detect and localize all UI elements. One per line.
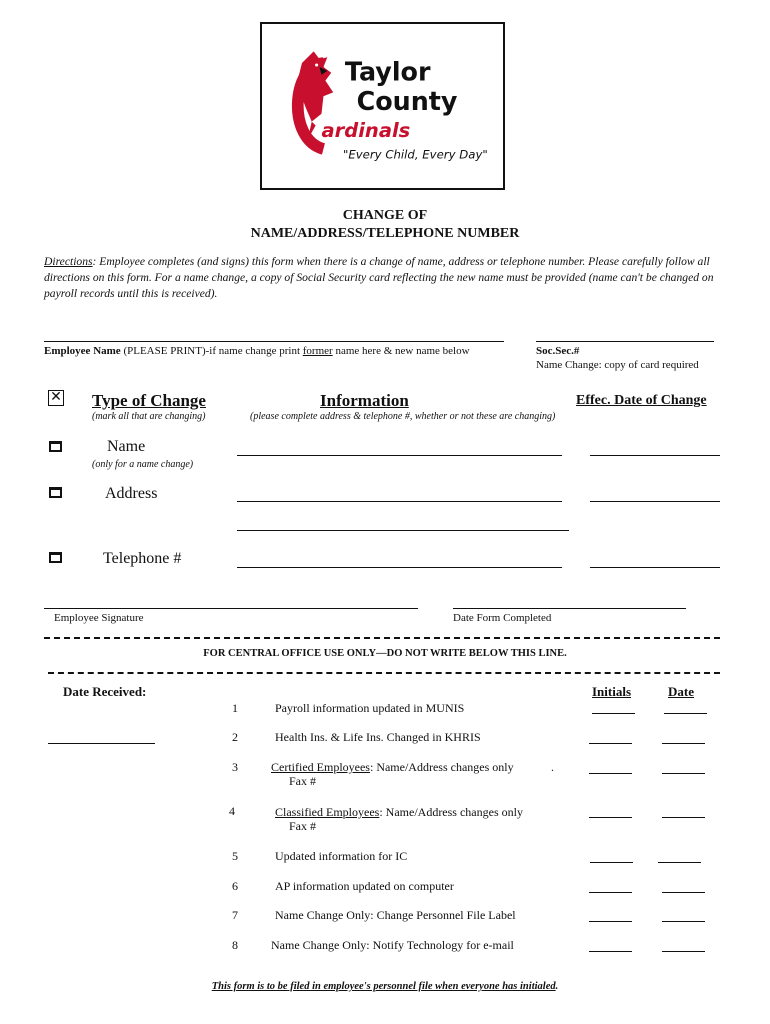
logo-line3: ardinals bbox=[321, 119, 411, 143]
divider-top bbox=[44, 637, 720, 639]
item-2-date-line[interactable] bbox=[662, 743, 705, 744]
item-1-number: 1 bbox=[232, 701, 238, 715]
address-info-line-2[interactable] bbox=[237, 530, 569, 531]
type-of-change-hint: (mark all that are changing) bbox=[92, 411, 206, 422]
address-date-line[interactable] bbox=[590, 501, 720, 502]
date-received-label: Date Received: bbox=[63, 684, 147, 699]
directions-label: Directions bbox=[44, 255, 93, 268]
employee-name-label: Employee Name (PLEASE PRINT)-if name change print former name here & new name below bbox=[44, 345, 470, 357]
item-5-text: Updated information for IC bbox=[275, 849, 408, 863]
type-of-change-header: Type of Change bbox=[92, 391, 206, 410]
item-8-initials-line[interactable] bbox=[589, 951, 632, 952]
item-2-initials-line[interactable] bbox=[589, 743, 632, 744]
item-6-date-line[interactable] bbox=[662, 892, 705, 893]
address-checkbox[interactable] bbox=[49, 487, 62, 498]
form-title-1: CHANGE OF bbox=[342, 208, 428, 223]
item-4-date-line[interactable] bbox=[662, 817, 705, 818]
item-5-date-line[interactable] bbox=[658, 862, 701, 863]
logo-line1: Taylor bbox=[344, 56, 431, 87]
item-3-number: 3 bbox=[232, 760, 238, 774]
address-info-line-1[interactable] bbox=[237, 501, 562, 502]
item-3-dot: . bbox=[551, 760, 554, 774]
ssn-line[interactable] bbox=[536, 341, 714, 342]
name-info-line[interactable] bbox=[237, 455, 562, 456]
item-3-initials-line[interactable] bbox=[589, 773, 632, 774]
item-7-text: Name Change Only: Change Personnel File Label bbox=[275, 908, 516, 922]
name-checkbox[interactable] bbox=[49, 441, 62, 452]
employee-name-line[interactable] bbox=[44, 341, 504, 342]
information-hint: (please complete address & telephone #, whether or not these are changing) bbox=[250, 411, 556, 422]
item-8-date-line[interactable] bbox=[662, 951, 705, 952]
item-6-number: 6 bbox=[232, 879, 238, 893]
telephone-info-line[interactable] bbox=[237, 567, 562, 568]
signature-label: Employee Signature bbox=[54, 612, 144, 624]
item-8-number: 8 bbox=[232, 938, 238, 952]
name-label: Name bbox=[107, 438, 146, 455]
item-4-fax: Fax # bbox=[289, 819, 316, 833]
item-5-number: 5 bbox=[232, 849, 238, 863]
office-banner: FOR CENTRAL OFFICE USE ONLY—DO NOT WRITE BELOW THIS LINE. bbox=[203, 648, 567, 659]
item-7-date-line[interactable] bbox=[662, 921, 705, 922]
telephone-label: Telephone # bbox=[103, 550, 182, 567]
name-date-line[interactable] bbox=[590, 455, 720, 456]
item-8-text: Name Change Only: Notify Technology for e-mail bbox=[271, 938, 514, 952]
telephone-date-line[interactable] bbox=[590, 567, 720, 568]
date-completed-label: Date Form Completed bbox=[453, 612, 552, 624]
signature-line[interactable] bbox=[44, 608, 418, 609]
header-checkbox: ✕ bbox=[48, 390, 64, 406]
item-1-text: Payroll information updated in MUNIS bbox=[275, 701, 465, 715]
item-6-initials-line[interactable] bbox=[589, 892, 632, 893]
logo-line2: County bbox=[356, 85, 458, 116]
item-2-number: 2 bbox=[232, 730, 238, 744]
item-1-initials-line[interactable] bbox=[592, 713, 635, 714]
name-hint: (only for a name change) bbox=[92, 459, 194, 470]
item-7-number: 7 bbox=[232, 908, 238, 922]
item-4-initials-line[interactable] bbox=[589, 817, 632, 818]
logo-tagline: "Every Child, Every Day" bbox=[342, 147, 488, 162]
item-4-text: Classified Employees: Name/Address changes only bbox=[275, 805, 523, 819]
item-7-initials-line[interactable] bbox=[589, 921, 632, 922]
date-column-header: Date bbox=[668, 684, 694, 699]
directions-text: : Employee completes (and signs) this form when there is a change of name, address or telephone number. Please carefully follow all directions on this form. For a name change, a copy of Social Security card reflecting the new name must be provided (name can't be changed on payroll records until this is received). bbox=[44, 255, 714, 300]
item-3-date-line[interactable] bbox=[662, 773, 705, 774]
item-3-text: Certified Employees: Name/Address changes only bbox=[271, 760, 514, 774]
initials-header: Initials bbox=[592, 684, 632, 699]
footer-note: This form is to be filed in employee's personnel file when everyone has initialed. bbox=[211, 981, 559, 992]
item-1-date-line[interactable] bbox=[664, 713, 707, 714]
logo-graphic bbox=[262, 24, 503, 188]
item-2-text: Health Ins. & Life Ins. Changed in KHRIS bbox=[275, 730, 481, 744]
date-received-line[interactable] bbox=[48, 743, 155, 744]
information-header: Information bbox=[320, 391, 409, 410]
item-5-initials-line[interactable] bbox=[590, 862, 633, 863]
telephone-checkbox[interactable] bbox=[49, 552, 62, 563]
ssn-label: Soc.Sec.# bbox=[536, 345, 580, 357]
ssn-hint: Name Change: copy of card required bbox=[536, 359, 699, 371]
divider-bottom bbox=[48, 672, 720, 674]
directions bbox=[44, 254, 734, 302]
item-6-text: AP information updated on computer bbox=[275, 879, 454, 893]
address-label: Address bbox=[105, 485, 158, 502]
item-4-number: 4 bbox=[229, 804, 235, 818]
date-completed-line[interactable] bbox=[453, 608, 686, 609]
item-3-fax: Fax # bbox=[289, 774, 316, 788]
logo bbox=[260, 22, 505, 190]
form-title-2: NAME/ADDRESS/TELEPHONE NUMBER bbox=[250, 226, 520, 241]
effective-date-header: Effec. Date of Change bbox=[576, 393, 707, 408]
